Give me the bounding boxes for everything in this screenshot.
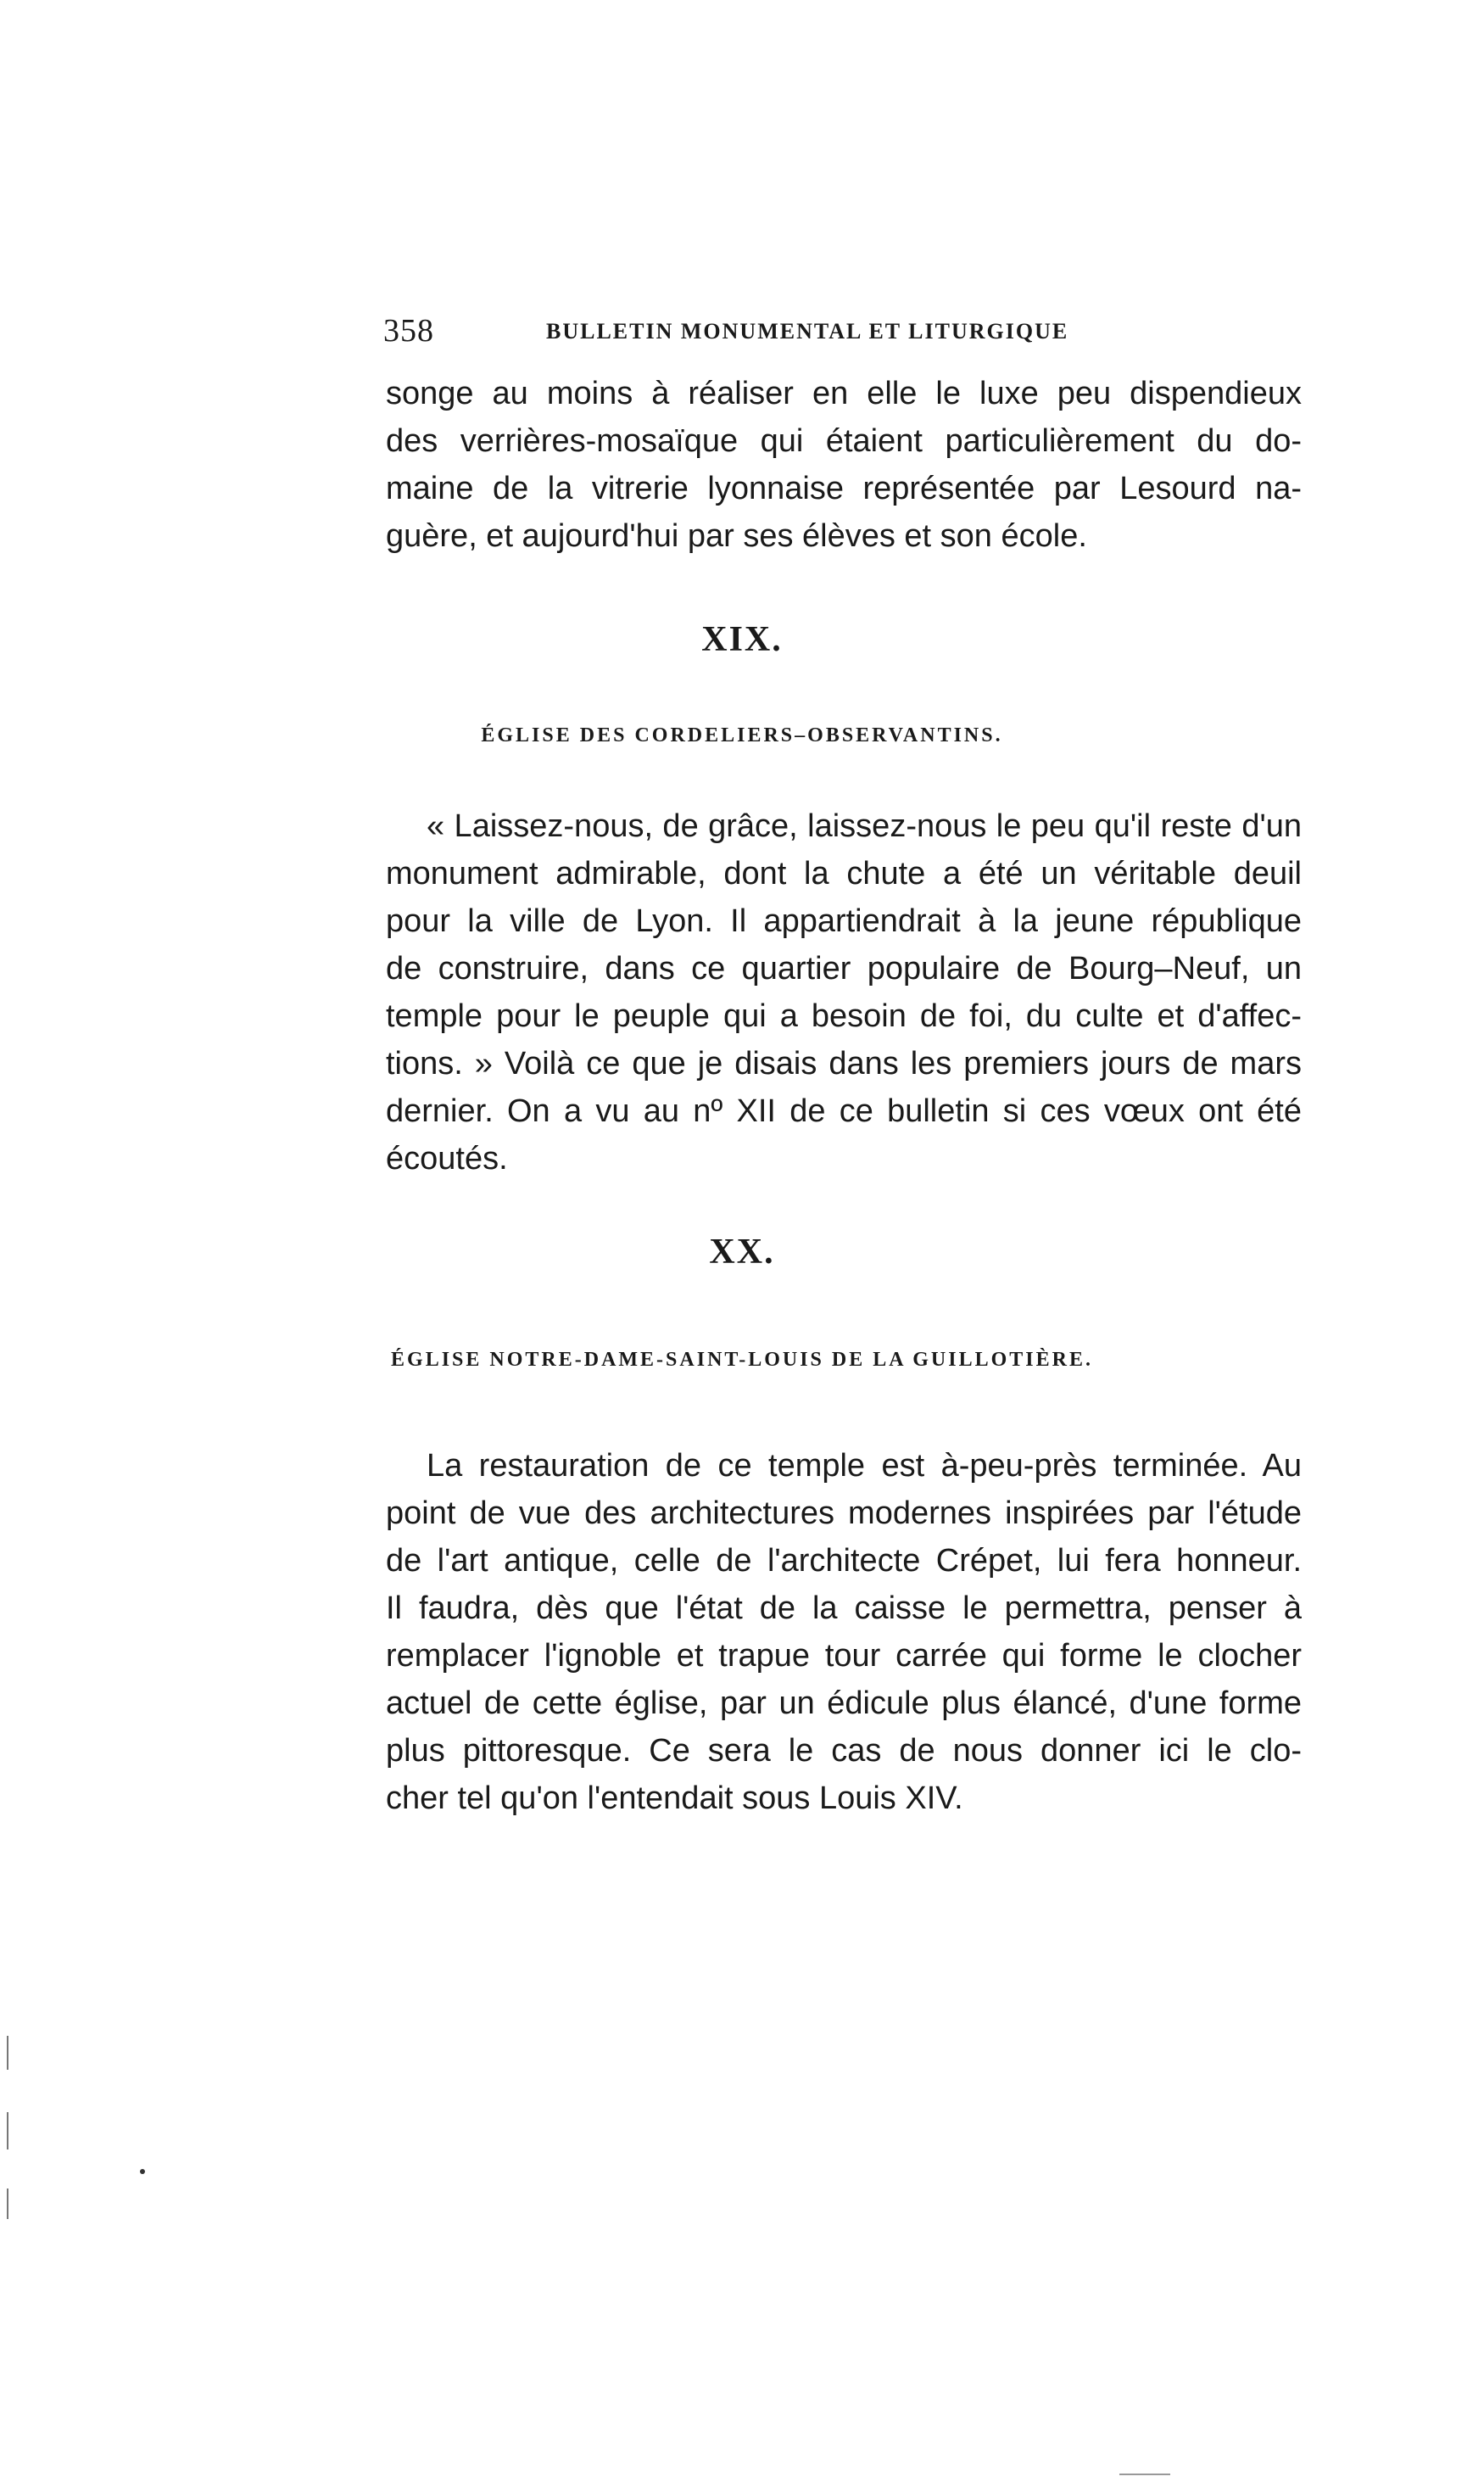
- intro-line: guère, et aujourd'hui par ses élèves et son école.: [386, 518, 1087, 554]
- page-header: [383, 312, 1303, 355]
- paragraph-line: plus pittoresque. Ce sera le cas de nous donner ici le clo-: [386, 1733, 1302, 1769]
- paragraph-line: de l'art antique, celle de l'architecte Crépet, lui fera honneur.: [386, 1543, 1302, 1579]
- paragraph-line: écoutés.: [386, 1141, 508, 1177]
- paragraph-line: actuel de cette église, par un édicule plus élancé, d'une forme: [386, 1685, 1302, 1721]
- paragraph-line: tions. » Voilà ce que je disais dans les premiers jours de mars: [386, 1046, 1302, 1082]
- paragraph-line: pour la ville de Lyon. Il appartiendrait à la jeune république: [386, 903, 1302, 939]
- section-number-xix: XIX.: [701, 620, 783, 659]
- paragraph-line: remplacer l'ignoble et trapue tour carrée qui forme le clocher: [386, 1638, 1302, 1674]
- running-title: BULLETIN MONUMENTAL ET LITURGIQUE: [546, 319, 1069, 344]
- scan-artifact-mark: [7, 2189, 8, 2219]
- intro-line: songe au moins à réaliser en elle le luxe peu dispendieux: [386, 376, 1302, 411]
- scan-artifact-dot: [140, 2169, 145, 2174]
- scan-artifact-mark: [7, 2112, 8, 2149]
- paragraph-line: cher tel qu'on l'entendait sous Louis XIV.: [386, 1780, 963, 1816]
- scan-artifact-line: [1119, 2474, 1170, 2475]
- scan-artifact-mark: [7, 2036, 8, 2070]
- paragraph-line: La restauration de ce temple est à-peu-près terminée. Au: [427, 1448, 1302, 1484]
- section-title-guillotiere: ÉGLISE NOTRE-DAME-SAINT-LOUIS DE LA GUILLOTIÈRE.: [391, 1349, 1093, 1371]
- paragraph-line: dernier. On a vu au nº XII de ce bulletin si ces vœux ont été: [386, 1093, 1302, 1129]
- paragraph-line: monument admirable, dont la chute a été un véritable deuil: [386, 856, 1302, 892]
- paragraph-line: point de vue des architectures modernes inspirées par l'étude: [386, 1495, 1302, 1531]
- section-number-xx: XX.: [709, 1233, 775, 1272]
- paragraph-line: de construire, dans ce quartier populaire de Bourg–Neuf, un: [386, 951, 1302, 987]
- paragraph-line: « Laissez-nous, de grâce, laissez-nous le peu qu'il reste d'un: [427, 808, 1302, 844]
- paragraph-line: temple pour le peuple qui a besoin de foi, du culte et d'affec-: [386, 998, 1302, 1034]
- intro-line: maine de la vitrerie lyonnaise représentée par Lesourd na-: [386, 471, 1302, 506]
- paragraph-line: Il faudra, dès que l'état de la caisse le permettra, penser à: [386, 1590, 1302, 1626]
- intro-line: des verrières-mosaïque qui étaient particulièrement du do-: [386, 423, 1302, 459]
- page-number: 358: [383, 313, 434, 349]
- section-title-cordeliers: ÉGLISE DES CORDELIERS–OBSERVANTINS.: [481, 724, 1003, 746]
